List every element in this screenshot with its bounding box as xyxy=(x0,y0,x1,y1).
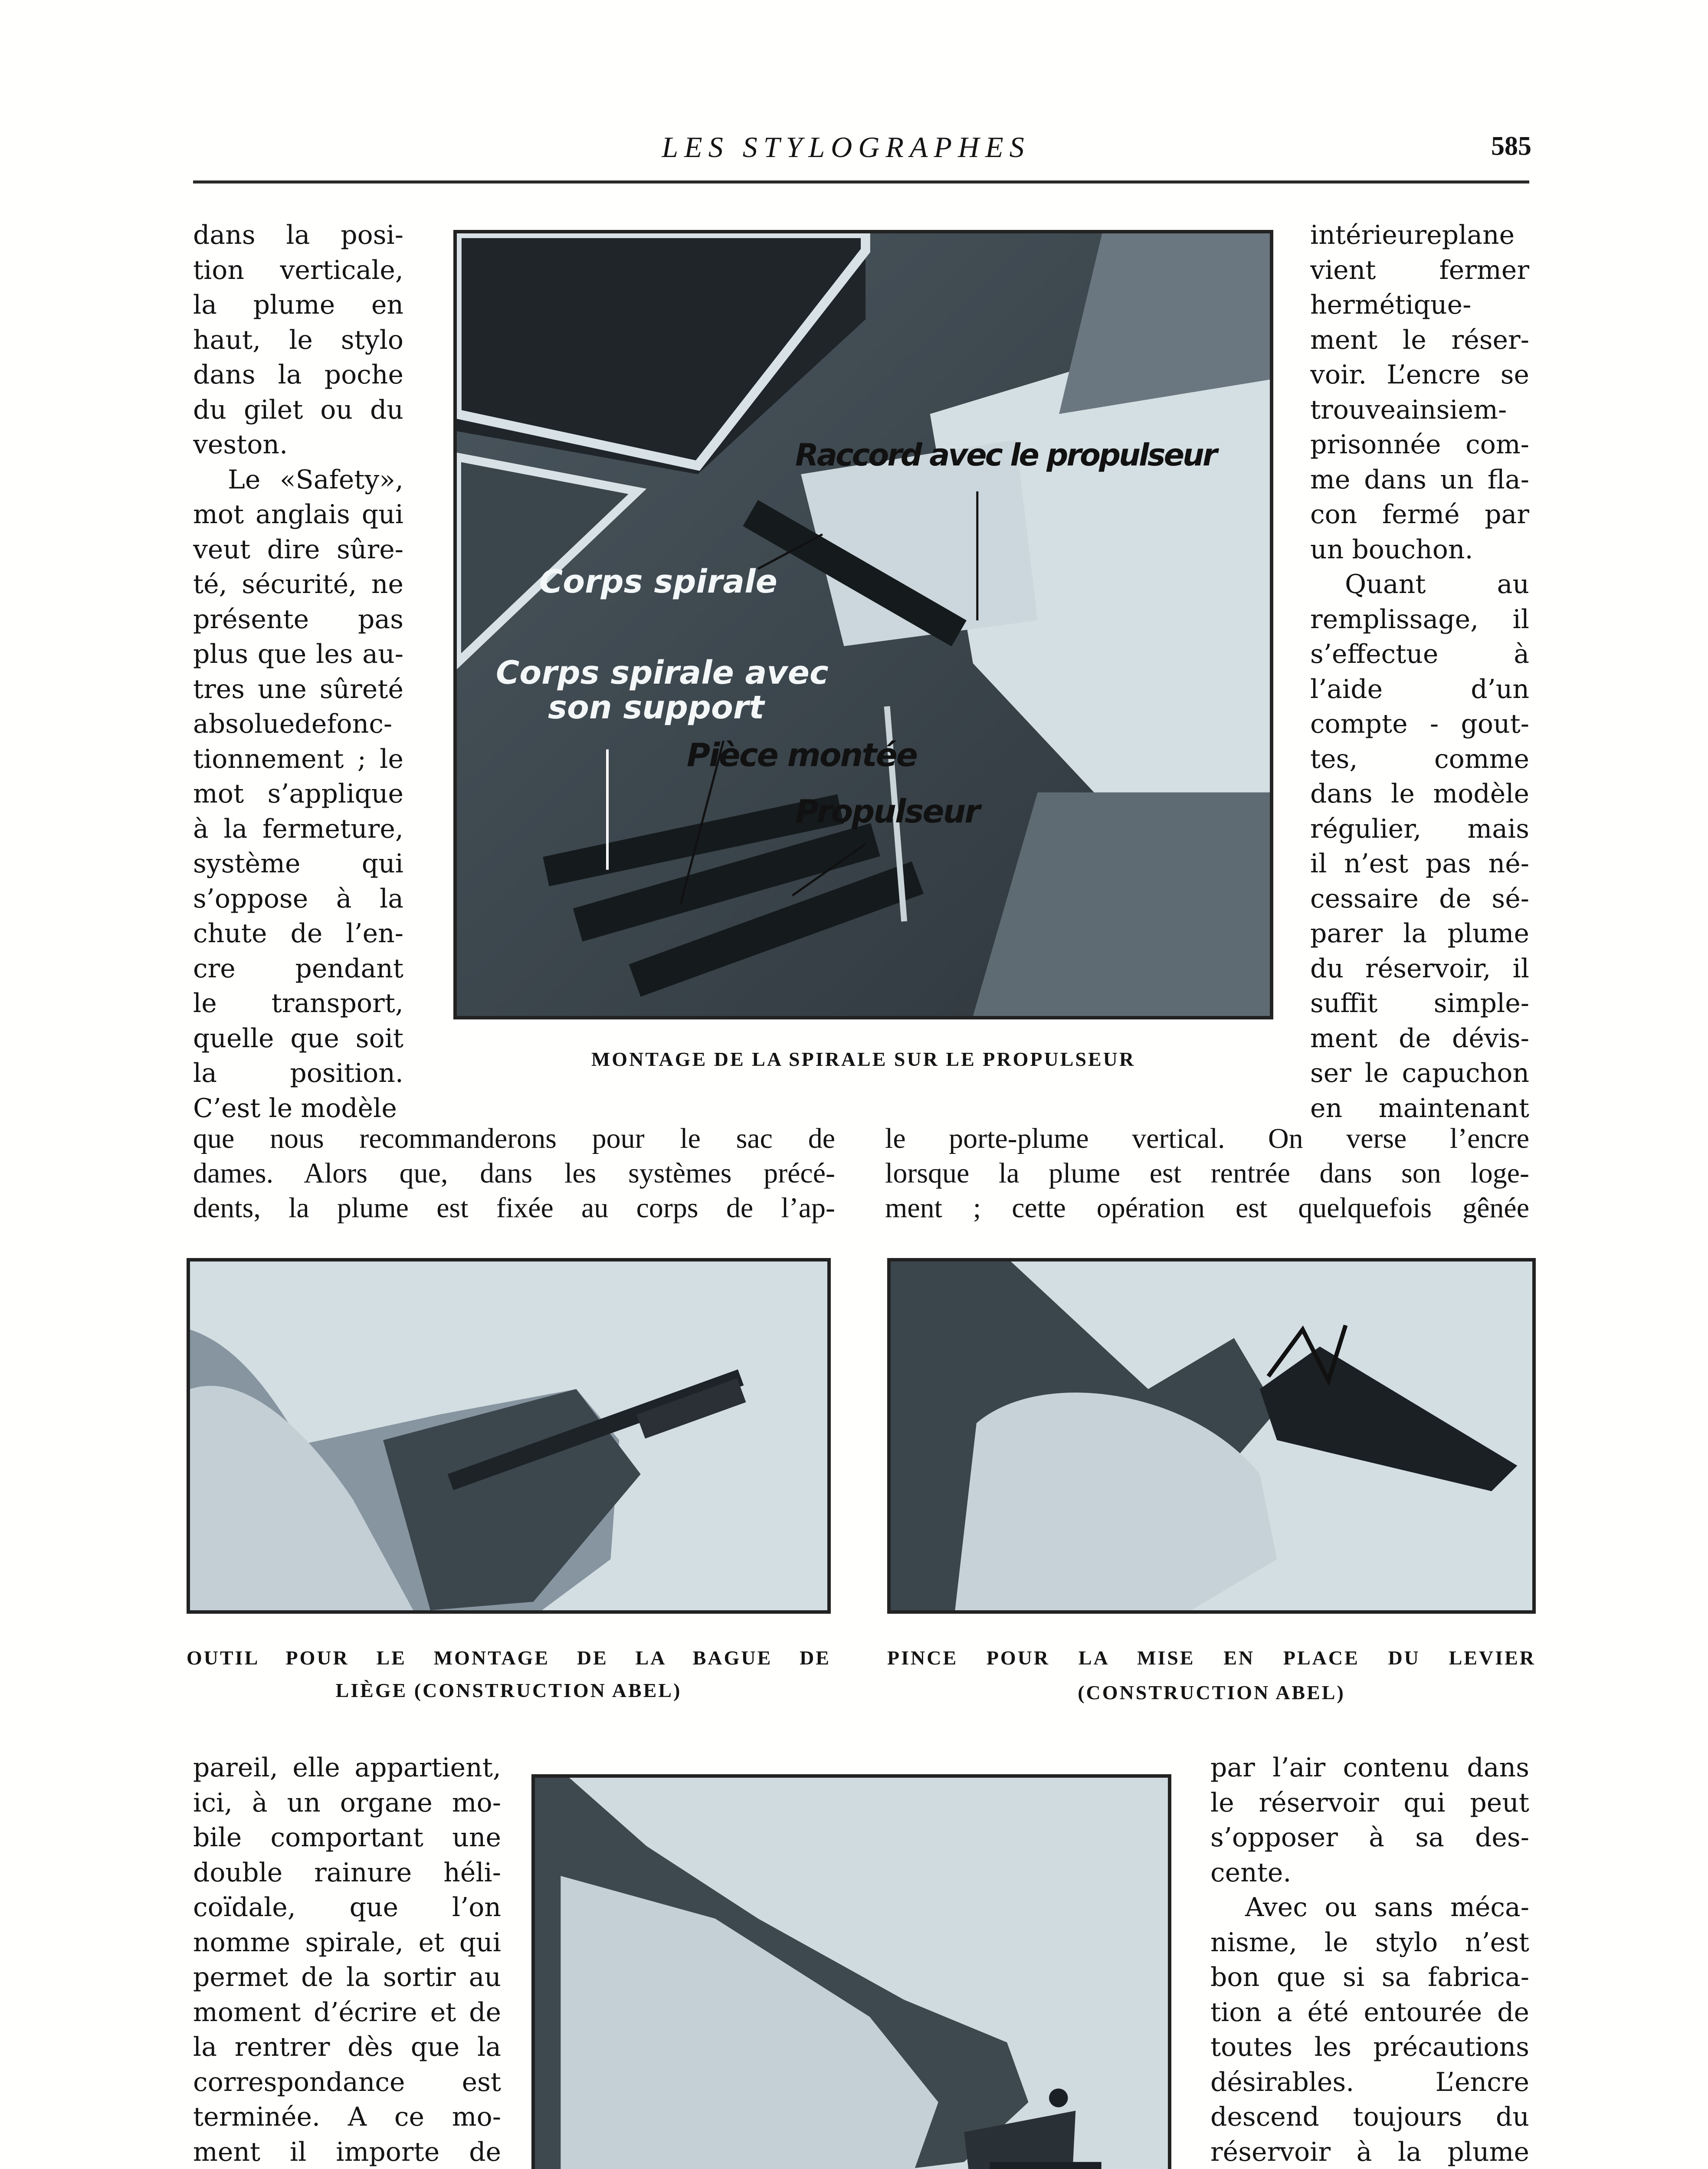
photo-cork-ring-tool-image xyxy=(190,1261,827,1610)
label-propulseur: Propulseur xyxy=(795,793,979,830)
text-line: Le «Safety», xyxy=(228,464,403,495)
text-line: que nous recommanderons pour le sac de xyxy=(193,1123,835,1154)
text-line: dans la posi- xyxy=(193,220,403,250)
text-line: veston. xyxy=(193,429,288,460)
label-corps-spirale: Corps spirale xyxy=(539,563,777,600)
photo-lever-pliers-image xyxy=(891,1261,1532,1610)
photo-spiral-assembly-image xyxy=(457,233,1270,1016)
text-line: du gilet ou du xyxy=(193,394,403,425)
text-line: haut, le stylo xyxy=(193,324,403,355)
caption-top-photo: MONTAGE DE LA SPIRALE SUR LE PROPULSEUR xyxy=(591,1048,1136,1070)
text-line: bile comportant une xyxy=(193,1822,501,1853)
text-line: Quant au xyxy=(1345,569,1529,600)
text-line: moment d’écrire et de xyxy=(193,1997,501,2028)
photo-cork-ring-tool xyxy=(187,1258,831,1614)
text-line: cessaire de sé- xyxy=(1310,883,1529,914)
text-line: tres une sûreté xyxy=(193,674,403,704)
text-line: réservoir à la plume xyxy=(1210,2136,1529,2167)
text-line: Avec ou sans méca- xyxy=(1245,1892,1529,1923)
text-line: présente pas xyxy=(193,604,403,635)
text-line: ment ; cette opération est quelquefois gênée xyxy=(885,1192,1529,1224)
text-line: s’effectue à xyxy=(1310,639,1529,669)
text-line: té, sécurité, ne xyxy=(193,569,403,600)
text-line: dans la poche xyxy=(193,360,403,390)
text-column-top-right xyxy=(1310,218,1529,1126)
text-line: bon que si sa fabrica- xyxy=(1210,1962,1529,1992)
text-line: intérieureplane xyxy=(1310,220,1515,250)
photo-pin-pliers xyxy=(531,1774,1171,2169)
text-line: ser le capuchon xyxy=(1310,1058,1529,1088)
caption-middle-right-2: (CONSTRUCTION ABEL) xyxy=(1078,1681,1345,1704)
text-line: nisme, le stylo n’est xyxy=(1210,1927,1529,1958)
text-line: terminée. A ce mo- xyxy=(193,2102,501,2132)
text-line: suffit simple- xyxy=(1310,988,1529,1019)
text-line: le réservoir qui peut xyxy=(1210,1787,1529,1818)
running-title: LES STYLOGRAPHES xyxy=(662,131,1030,164)
text-line: ment le réser- xyxy=(1310,324,1529,355)
text-line: absoluedefonc- xyxy=(193,709,393,739)
caption-middle-left-1: OUTIL POUR LE MONTAGE DE LA BAGUE DE xyxy=(187,1647,831,1669)
text-line: plus que les au- xyxy=(193,639,403,669)
text-line: le porte-plume vertical. On verse l’encre xyxy=(885,1123,1529,1154)
label-corps-spirale-support-2: son support xyxy=(548,689,764,726)
text-line: désirables. L’encre xyxy=(1210,2067,1529,2097)
text-line: dans le modèle xyxy=(1310,779,1529,809)
text-line: toutes les précautions xyxy=(1210,2032,1529,2062)
label-piece-montee: Pièce montée xyxy=(687,737,917,774)
text-wide-left xyxy=(193,1121,835,1225)
text-line: veut dire sûre- xyxy=(193,534,403,565)
text-line: tionnement ; le xyxy=(193,744,403,774)
text-line: ment il importe de xyxy=(193,2136,501,2167)
text-line: dames. Alors que, dans les systèmes précé- xyxy=(193,1157,835,1189)
text-line: coïdale, que l’on xyxy=(193,1892,501,1923)
text-line: tion verticale, xyxy=(193,255,403,285)
text-line: à la fermeture, xyxy=(193,813,403,844)
text-line: compte - gout- xyxy=(1310,709,1529,739)
text-line: la position. xyxy=(193,1058,403,1088)
text-line: permet de la sortir au xyxy=(193,1962,501,1992)
text-line: s’opposer à sa des- xyxy=(1210,1822,1529,1853)
text-line: pareil, elle appartient, xyxy=(193,1753,501,1783)
text-line: ment de dévis- xyxy=(1310,1023,1529,1054)
text-line: un bouchon. xyxy=(1310,534,1473,565)
text-wide-right xyxy=(885,1121,1529,1225)
text-line: ici, à un organe mo- xyxy=(193,1787,501,1818)
text-line: con fermé par xyxy=(1310,499,1529,530)
text-line: tes, comme xyxy=(1310,744,1529,774)
text-line: tion a été entourée de xyxy=(1210,1997,1529,2028)
text-line: me dans un fla- xyxy=(1310,464,1529,495)
text-line: remplissage, il xyxy=(1310,604,1529,635)
photo-pin-pliers-image xyxy=(535,1778,1168,2169)
text-line: dents, la plume est fixée au corps de l’ap- xyxy=(193,1192,835,1224)
page-number: 585 xyxy=(1491,131,1531,161)
text-line: vient fermer xyxy=(1310,255,1529,285)
label-corps-spirale-support-1: Corps spirale avec xyxy=(496,654,829,691)
text-line: parer la plume xyxy=(1310,918,1529,949)
text-column-top-left xyxy=(193,218,403,1126)
text-line: s’oppose à la xyxy=(193,883,403,914)
text-line: cre pendant xyxy=(193,953,403,984)
text-line: voir. L’encre se xyxy=(1310,360,1529,390)
text-line: lorsque la plume est rentrée dans son loge- xyxy=(885,1157,1529,1189)
text-line: trouveainsiem- xyxy=(1310,394,1507,425)
text-line: correspondance est xyxy=(193,2067,501,2097)
text-line: la rentrer dès que la xyxy=(193,2032,501,2062)
text-line: cente. xyxy=(1210,1857,1292,1888)
text-line: mot anglais qui xyxy=(193,499,403,530)
text-line: l’aide d’un xyxy=(1310,674,1529,704)
text-line: par l’air contenu dans xyxy=(1210,1753,1529,1783)
text-line: prisonnée com- xyxy=(1310,429,1529,460)
text-line: du réservoir, il xyxy=(1310,953,1529,984)
text-line: régulier, mais xyxy=(1310,813,1529,844)
text-column-bottom-left xyxy=(193,1750,501,2169)
text-line: le transport, xyxy=(193,988,403,1019)
caption-middle-right-1: PINCE POUR LA MISE EN PLACE DU LEVIER xyxy=(887,1647,1536,1669)
text-line: hermétique- xyxy=(1310,290,1472,320)
text-line: mot s’applique xyxy=(193,779,403,809)
text-column-bottom-right xyxy=(1210,1750,1529,2169)
text-line: chute de l’en- xyxy=(193,918,403,949)
label-raccord: Raccord avec le propulseur xyxy=(795,437,1216,473)
text-line: en maintenant xyxy=(1310,1093,1529,1124)
caption-middle-left-2: LIÈGE (CONSTRUCTION ABEL) xyxy=(335,1679,682,1701)
text-line: quelle que soit xyxy=(193,1023,403,1054)
photo-spiral-assembly xyxy=(453,230,1273,1019)
text-line: nomme spirale, et qui xyxy=(193,1927,501,1958)
text-line: C’est le modèle xyxy=(193,1093,397,1124)
text-line: double rainure héli- xyxy=(193,1857,501,1888)
text-line: système qui xyxy=(193,849,403,879)
text-line: il n’est pas né- xyxy=(1310,849,1529,879)
photo-lever-pliers xyxy=(887,1258,1536,1614)
text-line: la plume en xyxy=(193,290,403,320)
header-rule xyxy=(193,180,1529,183)
text-line: descend toujours du xyxy=(1210,2102,1529,2132)
